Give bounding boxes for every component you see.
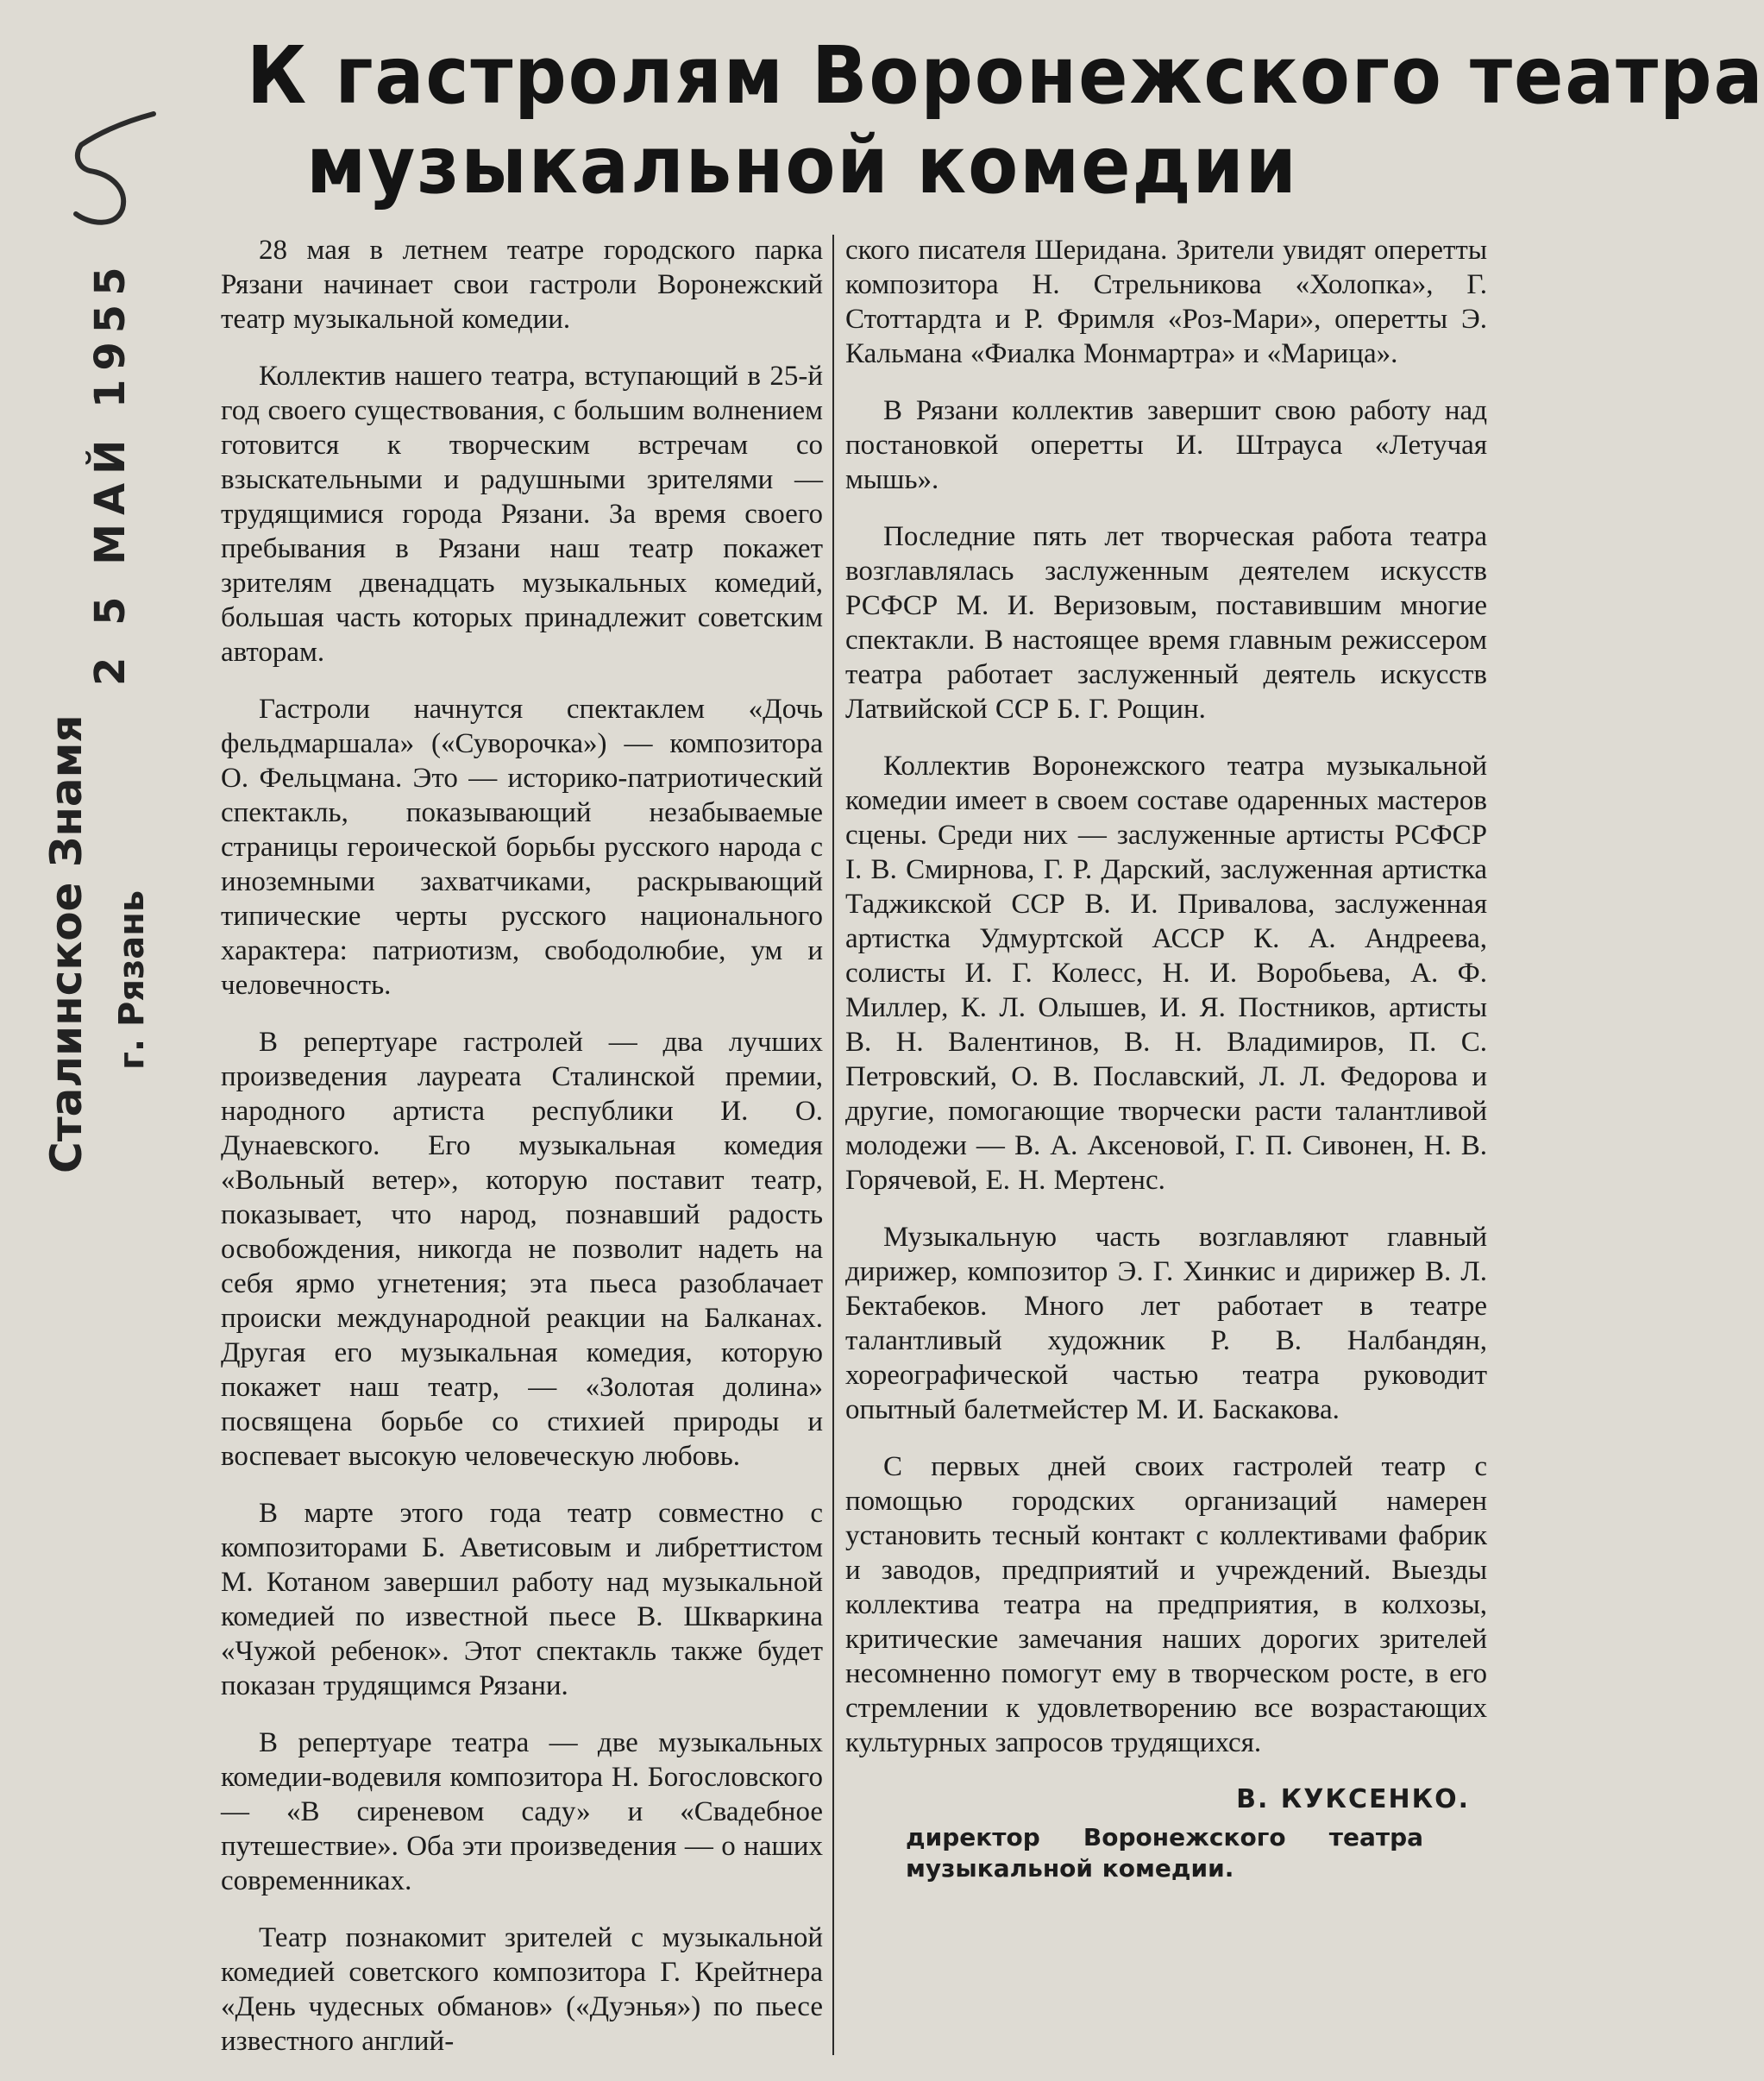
column-divider xyxy=(832,235,834,2055)
paragraph: ского писателя Шеридана. Зрители увидят оперетты композитора Н. Стрельникова «Холопка», Г. Стоттардта и Р. Фримля «Роз-Мари», оперетты Э. Кальмана «Фиалка Монмартра» и «Марица». xyxy=(845,235,1487,369)
paragraph: В репертуаре театра — две музыкальных комедии-водевиля композитора Н. Богословского — «В сиреневом саду» и «Свадебное путешествие». Оба эти произведения — о наших современниках. xyxy=(221,1727,823,1896)
paragraph: Музыкальную часть возглавляют главный дирижер, композитор Э. Г. Хинкис и дирижер В. Л. Бектабеков. Много лет работает в театре талантливый художник Р. В. Налбандян, хореографической частью театра руководит опытный балетмейстер М. И. Баскакова. xyxy=(845,1222,1487,1425)
paragraph: В марте этого года театр совместно с композиторами Б. Аветисовым и либреттистом М. Котаном завершил работу над музыкальной комедией по известной пьесе В. Шкваркина «Чужой ребенок». Этот спектакль также будет показан трудящимся Рязани. xyxy=(221,1498,823,1701)
headline-line-1: К гастролям Воронежского театра xyxy=(247,29,1764,122)
article-column-left xyxy=(221,233,823,2081)
paragraph: С первых дней своих гастролей театр с помощью городских организаций намерен установить тесный контакт с коллективами фабрик и заводов, предприятий и учреждений. Выезды коллектива театра на предприятия, в колхозы, критические замечания наших дорогих зрителей несомненно помогут ему в творческом росте, в его стремлении к удовлетворению все возрастающих культурных запросов трудящихся. xyxy=(845,1451,1487,1758)
article-headline xyxy=(247,29,1764,211)
author-signature: В. КУКСЕНКО. xyxy=(1236,1784,1470,1814)
article-column-right xyxy=(845,233,1487,1884)
paragraph: Коллектив нашего театра, вступающий в 25-й год своего существования, с большим волнением готовится к творческим встречам со взыскательными и радушными зрителями — трудящимися города Рязани. За время своего пребывания в Рязани наш театр покажет зрителям двенадцать музыкальных комедий, большая часть которых принадлежит советским авторам. xyxy=(221,361,823,668)
paragraph: Коллектив Воронежского театра музыкальной комедии имеет в своем составе одаренных мастеров сцены. Среди них — заслуженные артисты РСФСР I. В. Смирнова, Г. Р. Дарский, заслуженная артистка Таджикской ССР В. И. Привалова, заслуженная артистка Удмуртской АССР К. А. Андреева, солисты И. Г. Колесс, Н. И. Воробьева, А. Ф. Миллер, К. Л. Олышев, И. Я. Постников, артисты В. Н. Валентинов, В. Н. Владимиров, П. С. Петровский, О. В. Пославский, Л. Л. Федорова и другие, помогающие творчески расти талантливой молодежи — В. А. Аксеновой, Г. П. Сивонен, Н. В. Горячевой, Е. Н. Мертенс. xyxy=(845,751,1487,1196)
date-stamp: 2 5 МАЙ 1955 xyxy=(86,258,135,686)
paragraph: Гастроли начнутся спектаклем «Дочь фельдмаршала» («Суворочка») — композитора О. Фельцмана. Это — историко-патриотический спектакль, показывающий незабываемые страницы героической борьбы русского народа с иноземными захватчиками, раскрывающий типические черты русского национального характера: патриотизм, свободолюбие, ум и человечность. xyxy=(221,694,823,1001)
paragraph: В Рязани коллектив завершит свою работу над постановкой оперетты И. Штрауса «Летучая мышь». xyxy=(845,395,1487,495)
paragraph: 28 мая в летнем театре городского парка Рязани начинает свои гастроли Воронежский театр музыкальной комедии. xyxy=(221,235,823,335)
paragraph: Последние пять лет творческая работа театра возглавлялась заслуженным деятелем искусств РСФСР М. И. Веризовым, поставившим многие спектакли. В настоящее время главным режиссером театра работает заслуженный деятель искусств Латвийской ССР Б. Г. Рощин. xyxy=(845,521,1487,725)
paragraph: В репертуаре гастролей — два лучших произведения лауреата Сталинской премии, народного артиста республики И. О. Дунаевского. Его музыкальная комедия «Вольный ветер», которую поставит театр, показывает, что народ, познавший радость освобождения, никогда не позволит надеть на себя ярмо угнетения; эта пьеса разоблачает происки международной реакции на Балканах. Другая его музыкальная комедия, которую покажет наш театр, — «Золотая долина» посвящена борьбе со стихией природы и воспевает высокую человеческую любовь. xyxy=(221,1027,823,1472)
newspaper-name: Сталинское Знамя xyxy=(41,714,91,1173)
newspaper-city: г. Рязань xyxy=(112,890,152,1070)
headline-line-2: музыкальной комедии xyxy=(306,119,1298,211)
paragraph: Театр познакомит зрителей с музыкальной комедией советского композитора Г. Крейтнера «День чудесных обманов» («Дуэнья») по пьесе известного англий- xyxy=(221,1922,823,2057)
handwritten-five-mark xyxy=(59,104,162,233)
author-title: директор Воронежского театра музыкальной комедии. xyxy=(906,1823,1423,1883)
